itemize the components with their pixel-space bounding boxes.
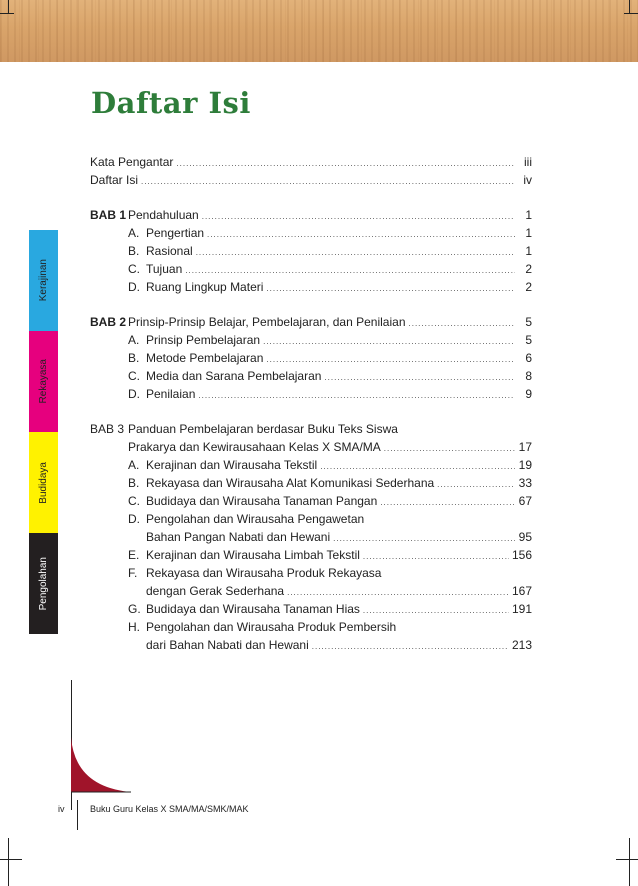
item-letter: D.	[128, 387, 140, 401]
tab-budidaya[interactable]	[29, 432, 58, 533]
item-letter: B.	[128, 244, 140, 258]
toc-label: Pengolahan dan Wirausaha Pengawetan	[146, 512, 365, 526]
toc-page: iii	[524, 155, 532, 169]
toc-row[interactable]	[90, 492, 532, 510]
toc-page: 1	[525, 226, 532, 240]
toc-page: 9	[525, 387, 532, 401]
toc-row[interactable]	[90, 278, 532, 296]
toc-chapter-row[interactable]	[90, 420, 532, 438]
toc-row[interactable]	[90, 260, 532, 278]
item-letter: F.	[128, 566, 138, 580]
toc-row[interactable]	[90, 510, 532, 528]
tab-pengolahan[interactable]	[29, 533, 58, 634]
toc-label: Kerajinan dan Wirausaha Limbah Tekstil	[146, 548, 360, 562]
toc-page: 6	[525, 351, 532, 365]
dot-leader	[141, 173, 515, 191]
toc-page: 8	[525, 369, 532, 383]
toc-label: Pengertian	[146, 226, 205, 240]
toc-row[interactable]	[90, 618, 532, 636]
item-letter: A.	[128, 333, 140, 347]
toc-row[interactable]	[90, 171, 532, 189]
item-letter: C.	[128, 369, 140, 383]
dot-leader	[312, 638, 509, 656]
item-letter: H.	[128, 620, 140, 634]
toc-page: 95	[518, 530, 532, 544]
toc-row[interactable]	[90, 224, 532, 242]
toc-row[interactable]	[90, 636, 532, 654]
toc-row[interactable]	[90, 600, 532, 618]
dot-leader	[380, 494, 515, 512]
toc-label: Metode Pembelajaran	[146, 351, 264, 365]
toc-page: 5	[525, 333, 532, 347]
toc-row[interactable]	[90, 456, 532, 474]
dot-leader	[266, 280, 515, 298]
crop-mark	[616, 859, 638, 860]
dot-leader	[324, 369, 515, 387]
toc-row[interactable]	[90, 438, 532, 456]
dot-leader	[263, 333, 515, 351]
crop-mark	[0, 13, 14, 14]
toc-label: Rasional	[146, 244, 193, 258]
chapter-number: BAB 2	[90, 315, 127, 329]
page-title: Daftar Isi	[91, 86, 251, 120]
toc-page: 191	[511, 602, 532, 616]
item-letter: A.	[128, 458, 140, 472]
toc-label: Penilaian	[146, 387, 196, 401]
toc-row[interactable]	[90, 153, 532, 171]
toc-page: 167	[511, 584, 532, 598]
chapter-number: BAB 3	[90, 422, 125, 436]
chapter-number: BAB 1	[90, 208, 127, 222]
dot-leader	[333, 530, 515, 548]
toc-page: 2	[525, 280, 532, 294]
dot-leader	[409, 315, 516, 333]
toc-page: 5	[525, 315, 532, 329]
footer-book-title: Buku Guru Kelas X SMA/MA/SMK/MAK	[90, 804, 249, 814]
tab-budidaya-label: Budidaya	[38, 461, 49, 504]
toc-label: Tujuan	[146, 262, 183, 276]
table-of-contents	[90, 153, 532, 654]
toc-label: Budidaya dan Wirausaha Tanaman Hias	[146, 602, 360, 616]
toc-page: 1	[525, 208, 532, 222]
toc-label: Kata Pengantar	[90, 155, 174, 169]
tab-rekayasa[interactable]	[29, 331, 58, 432]
tab-rekayasa-label: Rekayasa	[38, 359, 49, 404]
toc-page: 213	[511, 638, 532, 652]
item-letter: C.	[128, 262, 140, 276]
item-letter: D.	[128, 512, 140, 526]
toc-label: Prinsip Pembelajaran	[146, 333, 261, 347]
toc-label: Rekayasa dan Wirausaha Alat Komunikasi Sederhana	[146, 476, 435, 490]
item-letter: E.	[128, 548, 140, 562]
toc-row[interactable]	[90, 474, 532, 492]
toc-row[interactable]	[90, 385, 532, 403]
toc-label: Budidaya dan Wirausaha Tanaman Pangan	[146, 494, 378, 508]
toc-row[interactable]	[90, 546, 532, 564]
toc-label: Pendahuluan	[128, 208, 199, 222]
toc-page: 1	[525, 244, 532, 258]
tab-kerajinan[interactable]	[29, 230, 58, 331]
toc-page: 33	[518, 476, 532, 490]
tab-kerajinan-label: Kerajinan	[38, 259, 49, 302]
toc-label: Ruang Lingkup Materi	[146, 280, 264, 294]
toc-chapter-row[interactable]	[90, 313, 532, 331]
toc-label: Pengolahan dan Wirausaha Produk Pembersih	[146, 620, 397, 634]
dot-leader	[437, 476, 515, 494]
item-letter: G.	[128, 602, 141, 616]
toc-chapter-row[interactable]	[90, 206, 532, 224]
dot-leader	[176, 155, 515, 173]
toc-label: Bahan Pangan Nabati dan Hewani	[146, 530, 331, 544]
toc-label: Prakarya dan Kewirausahaan Kelas X SMA/MA	[128, 440, 381, 454]
toc-page: 2	[525, 262, 532, 276]
dot-leader	[202, 208, 515, 226]
toc-label: Daftar Isi	[90, 173, 139, 187]
item-letter: B.	[128, 351, 140, 365]
toc-label: dari Bahan Nabati dan Hewani	[146, 638, 309, 652]
crop-mark	[8, 0, 9, 14]
toc-label: Panduan Pembelajaran berdasar Buku Teks Siswa	[128, 422, 398, 436]
dot-leader	[384, 440, 515, 458]
item-letter: D.	[128, 280, 140, 294]
toc-row[interactable]	[90, 528, 532, 546]
item-letter: C.	[128, 494, 140, 508]
wood-banner	[0, 0, 638, 62]
toc-label: Prinsip-Prinsip Belajar, Pembelajaran, dan Penilaian	[128, 315, 406, 329]
crop-mark	[624, 13, 638, 14]
toc-row[interactable]	[90, 582, 532, 600]
toc-label: Rekayasa dan Wirausaha Produk Rekayasa	[146, 566, 382, 580]
crop-mark	[629, 0, 630, 14]
dot-leader	[363, 548, 509, 566]
toc-page: 17	[518, 440, 532, 454]
toc-row[interactable]	[90, 331, 532, 349]
crop-mark	[0, 859, 22, 860]
dot-leader	[198, 387, 515, 405]
tab-pengolahan-label: Pengolahan	[38, 556, 49, 611]
decorative-curve	[71, 737, 131, 797]
footer-divider	[77, 800, 78, 830]
toc-label: dengan Gerak Sederhana	[146, 584, 285, 598]
footer-page-number: iv	[58, 804, 65, 814]
dot-leader	[196, 244, 515, 262]
toc-page: 19	[518, 458, 532, 472]
dot-leader	[207, 226, 515, 244]
toc-row[interactable]	[90, 349, 532, 367]
crop-mark	[8, 838, 9, 886]
toc-page: iv	[523, 173, 532, 187]
toc-row[interactable]	[90, 242, 532, 260]
item-letter: B.	[128, 476, 140, 490]
toc-page: 67	[518, 494, 532, 508]
item-letter: A.	[128, 226, 140, 240]
toc-row[interactable]	[90, 367, 532, 385]
toc-page: 156	[511, 548, 532, 562]
toc-label: Media dan Sarana Pembelajaran	[146, 369, 322, 383]
toc-label: Kerajinan dan Wirausaha Tekstil	[146, 458, 318, 472]
crop-mark	[629, 838, 630, 886]
toc-row[interactable]	[90, 564, 532, 582]
